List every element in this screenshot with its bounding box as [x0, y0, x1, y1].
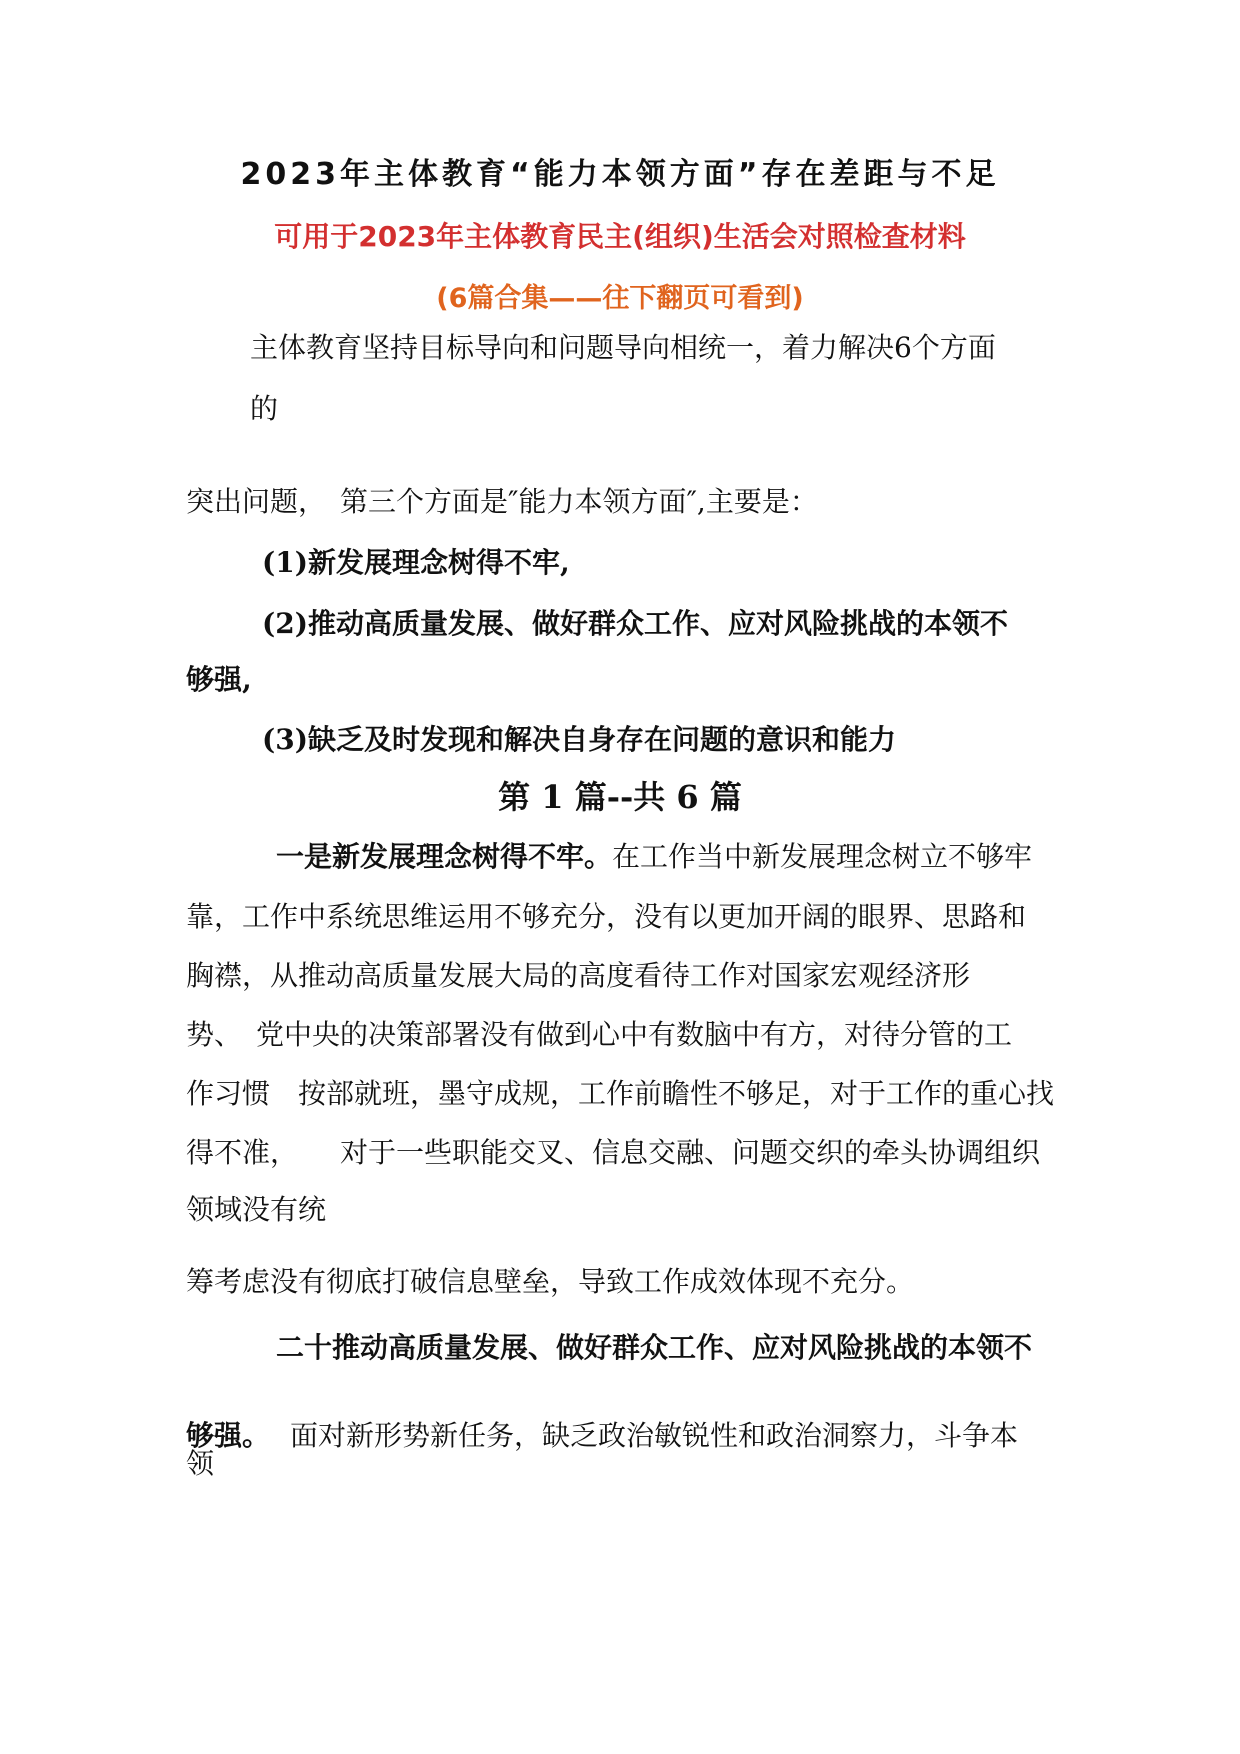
document-subtitle-note: (6篇合集——往下翻页可看到) — [436, 283, 804, 314]
paragraph-2-line-2-rest: 面对新形势新任务，缺乏政治敏锐性和政治洞察力，斗争本 — [290, 1419, 1019, 1452]
paragraph-2-lead: 够强。 — [186, 1419, 271, 1452]
paragraph-1-line-3: 胸襟，从推动高质量发展大局的高度看待工作对国家宏观经济形 — [186, 959, 971, 992]
paragraph-1-line-8: 筹考虑没有彻底打破信息壁垒，导致工作成效体现不充分。 — [186, 1265, 915, 1298]
section-title: 第 1 篇--共 6 篇 — [498, 778, 742, 816]
paragraph-2-line-2 — [186, 1419, 1019, 1452]
paragraph-2-line-1: 二十推动高质量发展、做好群众工作、应对风险挑战的本领不 — [276, 1331, 1033, 1364]
paragraph-1-lead: 一是新发展理念树得不牢。 — [276, 840, 613, 873]
paragraph-1-line-7: 领域没有统 — [186, 1193, 327, 1226]
list-item-3: (3)缺乏及时发现和解决自身存在问题的意识和能力 — [262, 723, 896, 756]
intro-line-1: 主体教育坚持目标导向和问题导向相统一，着力解决6个方面 — [250, 331, 996, 364]
paragraph-1-line-4: 势、 党中央的决策部署没有做到心中有数脑中有方，对待分管的工 — [186, 1018, 1013, 1051]
list-item-2-line-2: 够强, — [186, 663, 252, 696]
paragraph-1-line-6: 得不准， 对于一些职能交叉、信息交融、问题交织的牵头协调组织 — [186, 1136, 1041, 1169]
paragraph-1-line-2: 靠，工作中系统思维运用不够充分，没有以更加开阔的眼界、思路和 — [186, 900, 1027, 933]
paragraph-1-line-1-rest: 在工作当中新发展理念树立不够牢 — [612, 840, 1033, 873]
list-item-1: (1)新发展理念树得不牢, — [262, 546, 570, 579]
intro-line-2: 的 — [250, 392, 279, 425]
intro-line-3: 突出问题， 第三个方面是″能力本领方面″,主要是： — [186, 485, 818, 518]
document-title: 2023年主体教育“能力本领方面”存在差距与不足 — [240, 157, 1000, 192]
document-subtitle: 可用于2023年主体教育民主(组织)生活会对照检查材料 — [274, 220, 966, 253]
list-item-2-line-1: (2)推动高质量发展、做好群众工作、应对风险挑战的本领不 — [262, 607, 1008, 640]
paragraph-1-line-1 — [276, 840, 1033, 873]
paragraph-2-line-3: 领 — [186, 1447, 215, 1480]
paragraph-1-line-5: 作习惯 按部就班，墨守成规，工作前瞻性不够足，对于工作的重心找 — [186, 1077, 1055, 1110]
